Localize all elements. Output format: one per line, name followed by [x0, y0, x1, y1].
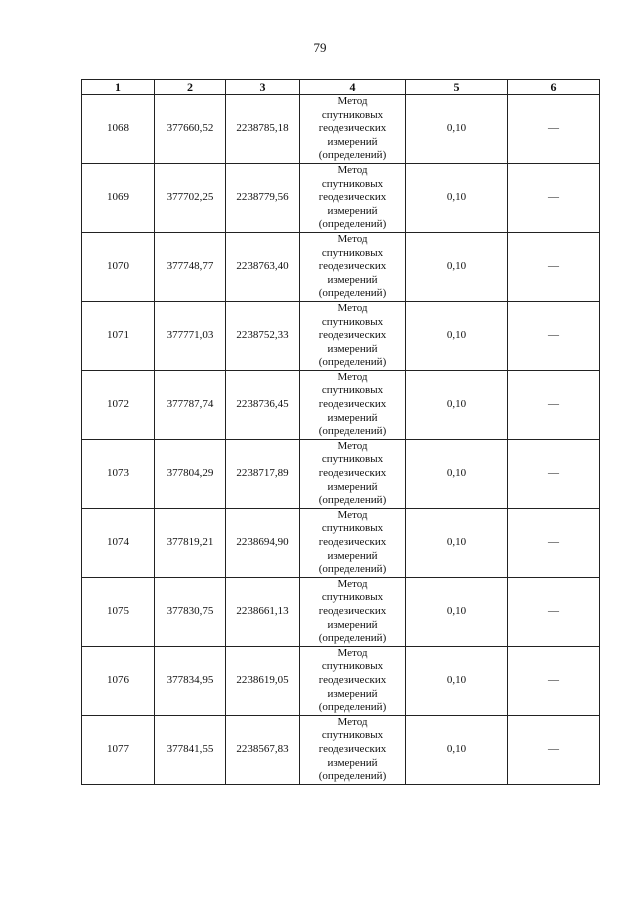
y-coordinate-cell: 2238694,90 [226, 508, 300, 577]
note-cell [508, 646, 600, 715]
accuracy-cell: 0,10 [406, 301, 508, 370]
table-row [82, 301, 600, 370]
dash-mark: — [548, 260, 559, 273]
x-coordinate-cell: 377702,25 [155, 163, 226, 232]
table-row [82, 577, 600, 646]
dash-mark: — [548, 122, 559, 135]
point-number-cell: 1069 [82, 163, 155, 232]
note-cell [508, 163, 600, 232]
table-header-row [82, 80, 600, 95]
method-text: Метод спутниковых геодезических измерений (определений) [318, 95, 387, 162]
note-cell [508, 301, 600, 370]
accuracy-cell: 0,10 [406, 232, 508, 301]
dash-mark: — [548, 536, 559, 548]
x-coordinate-cell: 377660,52 [155, 95, 226, 164]
table-row [82, 232, 600, 301]
y-coordinate-cell: 2238567,83 [226, 715, 300, 784]
method-text: Метод спутниковых геодезических измерений (определений) [318, 163, 387, 231]
dash-mark: — [548, 329, 559, 342]
y-coordinate-cell: 2238619,05 [226, 646, 300, 715]
method-cell [300, 232, 406, 301]
method-text: Метод спутниковых геодезических измерений (определений) [318, 577, 387, 645]
accuracy-cell: 0,10 [406, 646, 508, 715]
method-cell [300, 577, 406, 646]
accuracy-cell: 0,10 [406, 370, 508, 439]
accuracy-cell: 0,10 [406, 439, 508, 508]
method-cell [300, 301, 406, 370]
header-col-4: 4 [300, 80, 406, 95]
header-col-6: 6 [508, 80, 600, 95]
dash-mark: — [548, 604, 559, 617]
note-cell [508, 439, 600, 508]
accuracy-cell: 0,10 [406, 95, 508, 164]
y-coordinate-cell: 2238779,56 [226, 163, 300, 232]
dash-mark: — [548, 191, 559, 204]
method-text: Метод спутниковых геодезических измерений (определений) [318, 508, 387, 576]
table-row [82, 163, 600, 232]
coordinates-table [81, 79, 600, 785]
note-cell [508, 370, 600, 439]
method-text: Метод спутниковых геодезических измерений (определений) [318, 232, 387, 300]
method-cell [300, 646, 406, 715]
x-coordinate-cell: 377787,74 [155, 370, 226, 439]
dash-mark: — [548, 742, 559, 755]
table-row [82, 646, 600, 715]
x-coordinate-cell: 377748,77 [155, 232, 226, 301]
accuracy-cell: 0,10 [406, 163, 508, 232]
method-cell [300, 715, 406, 784]
header-col-3: 3 [226, 80, 300, 95]
point-number-cell: 1075 [82, 577, 155, 646]
method-text: Метод спутниковых геодезических измерений (определений) [318, 370, 387, 438]
point-number-cell: 1076 [82, 646, 155, 715]
point-number-cell: 1071 [82, 301, 155, 370]
x-coordinate-cell: 377830,75 [155, 577, 226, 646]
x-coordinate-cell: 377804,29 [155, 439, 226, 508]
method-cell [300, 95, 406, 164]
point-number-cell: 1070 [82, 232, 155, 301]
table-row [82, 715, 600, 784]
x-coordinate-cell: 377834,95 [155, 646, 226, 715]
note-cell [508, 577, 600, 646]
method-cell [300, 163, 406, 232]
x-coordinate-cell: 377819,21 [155, 508, 226, 577]
table-row [82, 95, 600, 164]
method-cell [300, 508, 406, 577]
table-body [82, 95, 600, 785]
x-coordinate-cell: 377841,55 [155, 715, 226, 784]
note-cell [508, 232, 600, 301]
accuracy-cell: 0,10 [406, 508, 508, 577]
table-row [82, 508, 600, 577]
point-number-cell: 1077 [82, 715, 155, 784]
header-col-2: 2 [155, 80, 226, 95]
y-coordinate-cell: 2238752,33 [226, 301, 300, 370]
point-number-cell: 1068 [82, 95, 155, 164]
dash-mark: — [548, 467, 559, 480]
point-number-cell: 1074 [82, 508, 155, 577]
method-cell [300, 439, 406, 508]
note-cell [508, 508, 600, 577]
y-coordinate-cell: 2238736,45 [226, 370, 300, 439]
table-row [82, 370, 600, 439]
x-coordinate-cell: 377771,03 [155, 301, 226, 370]
page-number: 79 [313, 40, 327, 55]
method-text: Метод спутниковых геодезических измерений (определений) [318, 301, 387, 369]
method-text: Метод спутниковых геодезических измерений (определений) [318, 715, 387, 783]
dash-mark: — [548, 398, 559, 411]
header-col-5: 5 [406, 80, 508, 95]
y-coordinate-cell: 2238717,89 [226, 439, 300, 508]
method-cell [300, 370, 406, 439]
y-coordinate-cell: 2238661,13 [226, 577, 300, 646]
accuracy-cell: 0,10 [406, 715, 508, 784]
header-col-1: 1 [82, 80, 155, 95]
accuracy-cell: 0,10 [406, 577, 508, 646]
method-text: Метод спутниковых геодезических измерений (определений) [318, 646, 387, 714]
point-number-cell: 1072 [82, 370, 155, 439]
point-number-cell: 1073 [82, 439, 155, 508]
note-cell [508, 95, 600, 164]
y-coordinate-cell: 2238763,40 [226, 232, 300, 301]
method-text: Метод спутниковых геодезических измерений (определений) [318, 439, 387, 507]
note-cell [508, 715, 600, 784]
y-coordinate-cell: 2238785,18 [226, 95, 300, 164]
dash-mark: — [548, 673, 559, 686]
table-row [82, 439, 600, 508]
